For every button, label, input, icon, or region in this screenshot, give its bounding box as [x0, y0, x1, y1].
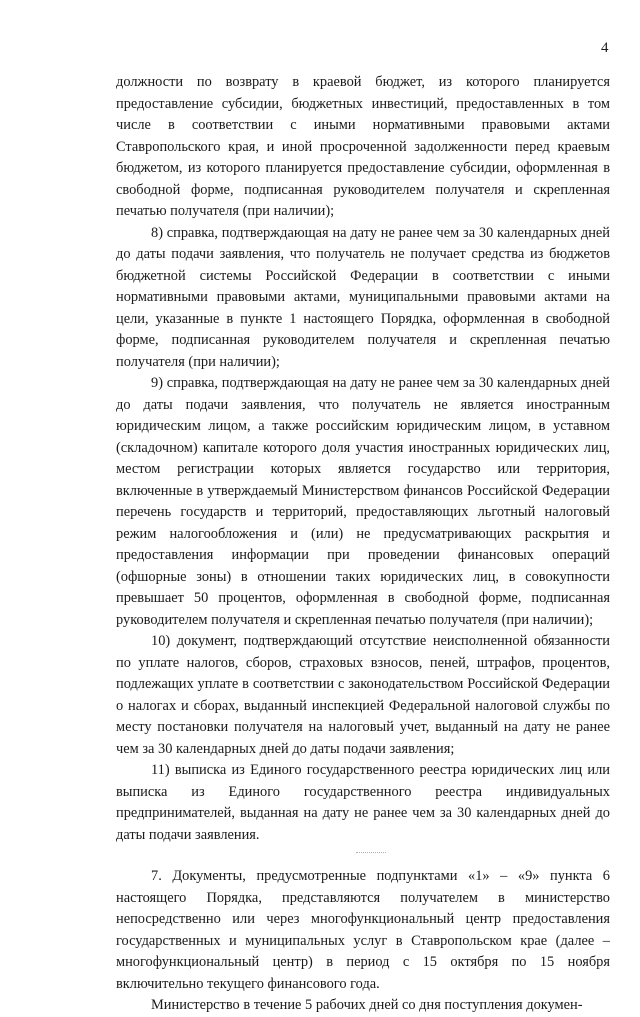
paragraph-gap — [116, 846, 610, 866]
paragraph-item-9: 9) справка, подтверждающая на дату не ранее чем за 30 календарных дней до даты подачи заявления, что получатель не является иностранным юридическим лицом, а также российским юридическим лицом, в уставном (складочном) капитале которого доля участия иностранных юридических лиц, местом регистрации которых является государство или территория, включенные в утверждаемый Министерством финансов Российской Федерации перечень государств и территорий, предоставляющих льготный налоговый режим налогообложения и (или) не предусматривающих раскрытия и предоставления информации при проведении финансовых операций (офшорные зоны) в отношении таких юридических лиц, в совокупности превышает 50 процентов, оформленная в свободной форме, подписанная руководителем получателя и скрепленная печатью получателя (при наличии); — [116, 375, 610, 628]
document-body — [116, 72, 610, 1017]
page-number: 4 — [601, 40, 609, 56]
scan-mark — [356, 852, 386, 854]
paragraph-continuation: должности по возврату в краевой бюджет, из которого планируется предоставление субсидии, бюджетных инвестиций, предоставленных в том числе в соответствии с иными нормативными правовыми актами Ставропольского края, и иной просроченной задолженности перед краевым бюджетом, из которого планируется предоставление субсидии, оформленная в свободной форме, подписанная руководителем получателя и скрепленная печатью получателя (при наличии); — [116, 74, 610, 219]
paragraph-item-8: 8) справка, подтверждающая на дату не ранее чем за 30 календарных дней до даты подачи заявления, что получатель не получает средства из бюджетов бюджетной системы Российской Федерации в соответствии с иными нормативными правовыми актами, муниципальными правовыми актами на цели, указанные в пункте 1 настоящего Порядка, оформленная в свободной форме, подписанная руководителем получателя и скрепленная печатью получателя (при наличии); — [116, 224, 610, 370]
paragraph-ministry: Министерство в течение 5 рабочих дней со дня поступления докумен- — [151, 997, 583, 1013]
paragraph-section-7: 7. Документы, предусмотренные подпунктами «1» – «9» пункта 6 настоящего Порядка, представляются получателем в министерство непосредственно или через многофункциональный центр предоставления государственных и муниципальных услуг в Ставропольском крае (далее – многофункциональный центр) в период с 15 октября по 15 ноября включительно текущего финансового года. — [116, 868, 610, 992]
paragraph-item-10: 10) документ, подтверждающий отсутствие неисполненной обязанности по уплате налогов, сборов, страховых взносов, пеней, штрафов, процентов, подлежащих уплате в соответствии с законодательством Российской Федерации о налогах и сборах, выданный инспекцией Федеральной налоговой службы по месту постановки получателя на налоговый учет, выданный на дату не ранее чем за 30 календарных дней до даты подачи заявления; — [116, 633, 610, 757]
paragraph-item-11: 11) выписка из Единого государственного реестра юридических лиц или выписка из Единого государственного реестра индивидуальных предпринимателей, выданная на дату не ранее чем за 30 календарных дней до даты подачи заявления. — [116, 762, 610, 843]
